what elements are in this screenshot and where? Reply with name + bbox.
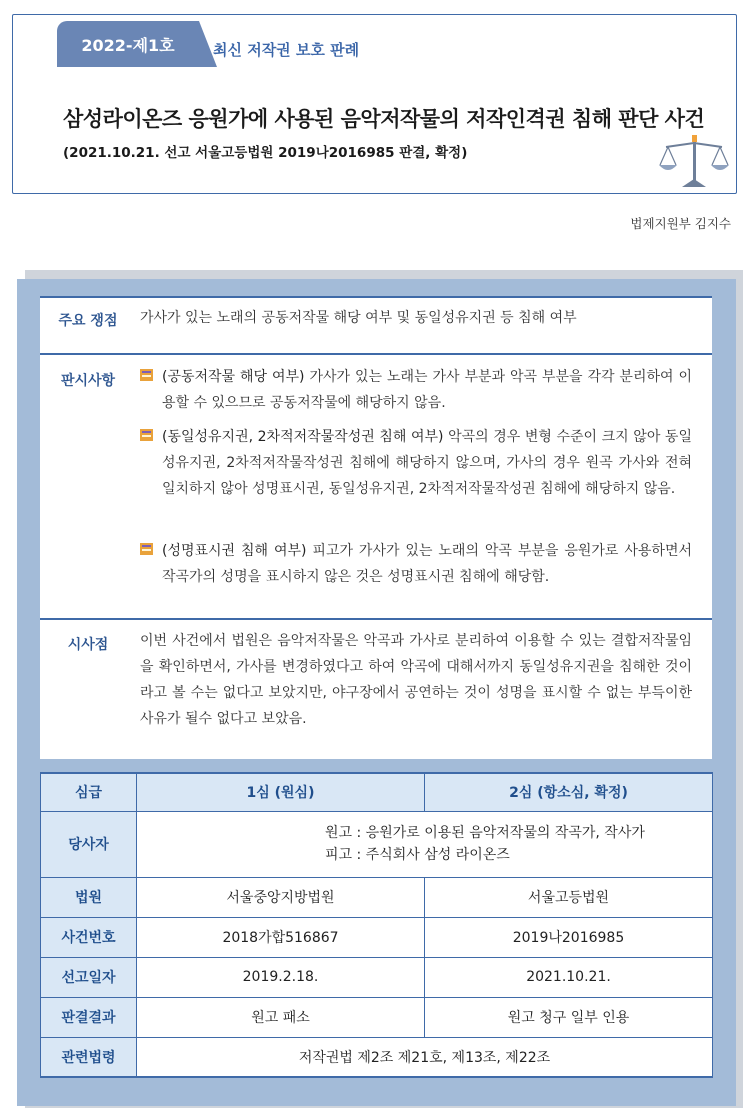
main-issue-text: 가사가 있는 노래의 공동저작물 해당 여부 및 동일성유지권 등 침해 여부	[140, 310, 577, 326]
first-instance-cell: 2019.2.18.	[137, 957, 425, 997]
case-info: (2021.10.21. 선고 서울고등법원 2019나2016985 판결, 확정)	[63, 145, 468, 161]
ruling-item	[140, 364, 692, 416]
divider	[40, 296, 712, 298]
second-instance-cell: 서울고등법원	[425, 877, 713, 917]
laws-cell: 저작권법 제2조 제21호, 제13조, 제22조	[137, 1037, 713, 1077]
ruling-key: (공동저작물 해당 여부)	[162, 369, 305, 385]
rulings-label: 판시사항	[60, 373, 116, 389]
implications-label: 시사점	[67, 637, 109, 653]
first-instance-cell: 서울중앙지방법원	[137, 877, 425, 917]
second-instance-cell: 2021.10.21.	[425, 957, 713, 997]
first-instance-cell: 2018가합516867	[137, 917, 425, 957]
row-label: 당사자	[41, 811, 137, 877]
note-bullet-icon	[140, 429, 153, 441]
table-row-parties	[41, 811, 713, 877]
header-card	[12, 14, 737, 194]
row-label: 법원	[41, 877, 137, 917]
ruling-item	[140, 538, 692, 590]
header-first-instance: 1심 (원심)	[137, 773, 425, 811]
content-panel	[17, 279, 736, 1106]
table-row	[41, 957, 713, 997]
note-bullet-icon	[140, 369, 153, 381]
header-instance: 심급	[41, 773, 137, 811]
row-label: 선고일자	[41, 957, 137, 997]
ruling-item	[140, 424, 692, 502]
series-subtitle: 최신 저작권 보호 판례	[213, 41, 360, 59]
ruling-key: (성명표시권 침해 여부)	[162, 543, 307, 559]
ruling-key: (동일성유지권, 2차적저작물작성권 침해 여부)	[162, 429, 444, 445]
row-label: 사건번호	[41, 917, 137, 957]
divider	[40, 353, 712, 355]
first-instance-cell: 원고 패소	[137, 997, 425, 1037]
table-row-laws	[41, 1037, 713, 1077]
issue-number-tab: 2022-제1호	[57, 21, 199, 67]
summary-box	[40, 296, 712, 759]
page-title: 삼성라이온즈 응원가에 사용된 음악저작물의 저작인격권 침해 판단 사건	[63, 107, 705, 131]
case-info-table	[40, 772, 713, 1078]
author-credit: 법제지원부 김지수	[630, 216, 731, 231]
defendant: 피고 : 주식회사 삼성 라이온즈	[325, 847, 510, 863]
scale-of-justice-icon	[658, 133, 730, 189]
row-label: 관련법령	[41, 1037, 137, 1077]
divider	[40, 618, 712, 620]
plaintiff: 원고 : 응원가로 이용된 음악저작물의 작곡가, 작사가	[325, 825, 645, 841]
table-row	[41, 877, 713, 917]
ruling-text: 피고가 가사가 있는 노래의 악곡 부분을 응원가로 사용하면서 작곡가의 성명을 표시하지 않은 것은 성명표시권 침해에 해당함.	[162, 543, 693, 585]
header-second-instance: 2심 (항소심, 확정)	[425, 773, 713, 811]
second-instance-cell: 원고 청구 일부 인용	[425, 997, 713, 1037]
note-bullet-icon	[140, 543, 153, 555]
implications-text: 이번 사건에서 법원은 음악저작물은 악곡과 가사로 분리하여 이용할 수 있는 결합저작물임을 확인하면서, 가사를 변경하였다고 하여 악곡에 대해서까지 동일성유지권을 침해한 것이라고 볼 수는 없다고 보았지만, 야구장에서 공연하는 것이 성명을 표시할 수 없는 부득이한 사유가 될수 없다고 보았음.	[140, 633, 692, 727]
parties-cell	[137, 811, 713, 877]
table-row	[41, 997, 713, 1037]
ruling-text: 가사가 있는 노래는 가사 부분과 악곡 부분을 각각 분리하여 이용할 수 있으므로 공동저작물에 해당하지 않음.	[162, 369, 692, 411]
ruling-text: 악곡의 경우 변형 수준이 크지 않아 동일성유지권, 2차적저작물작성권 침해에 해당하지 않으며, 가사의 경우 원곡 가사와 전혀 일치하지 않아 성명표시권, 동일성유지권, 2차적저작물작성권 침해에 해당하지 않음.	[162, 429, 692, 497]
table-header-row	[41, 773, 713, 811]
row-label: 판결결과	[41, 997, 137, 1037]
main-issue-label: 주요 쟁점	[58, 313, 118, 329]
second-instance-cell: 2019나2016985	[425, 917, 713, 957]
table-row	[41, 917, 713, 957]
